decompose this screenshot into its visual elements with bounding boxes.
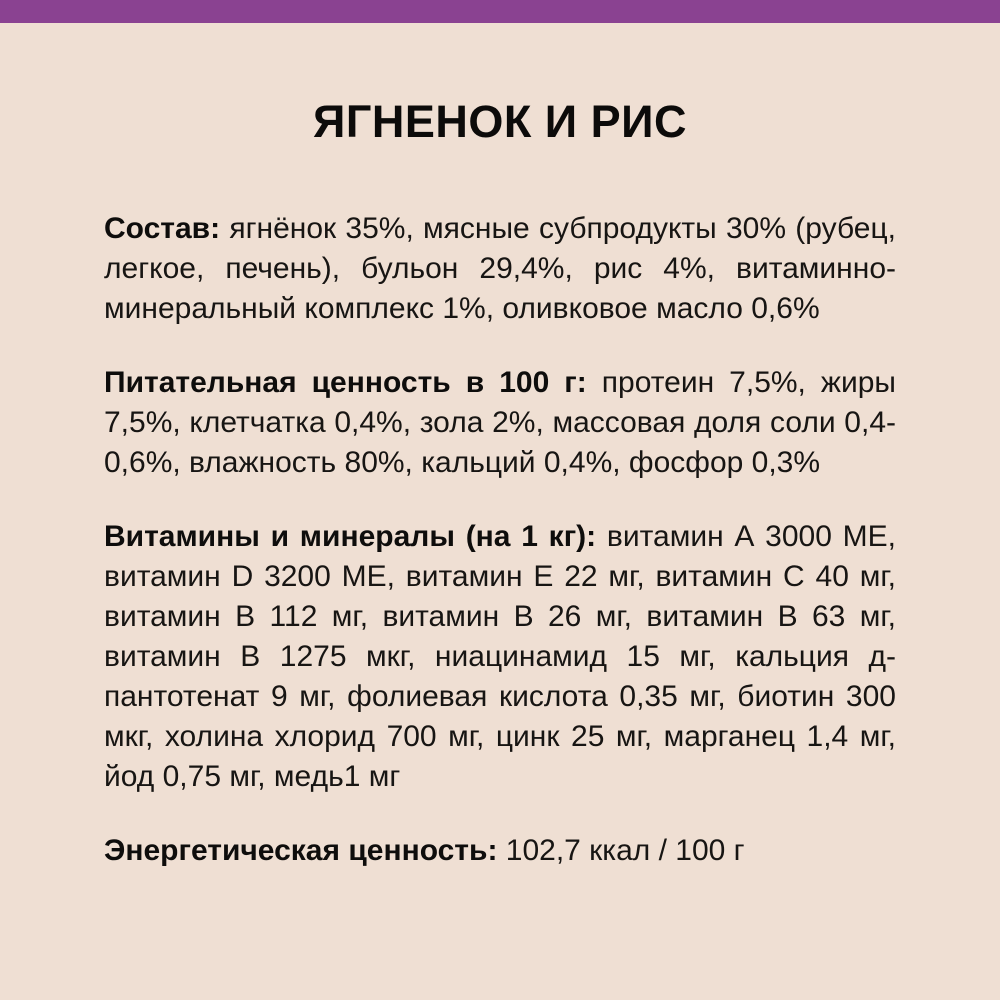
nutritional-value-paragraph: [104, 363, 896, 483]
energy-value-paragraph: [104, 831, 896, 871]
vitamins-minerals-label: Витамины и минералы (на 1 кг):: [104, 520, 597, 553]
energy-value-label: Энергетическая ценность:: [104, 834, 498, 867]
nutritional-value-text: протеин 7,5%, жиры 7,5%, клетчатка 0,4%, зола 2%, массовая доля соли 0,4-0,6%, влажность 80%, кальций 0,4%, фосфор 0,3%: [104, 366, 896, 479]
composition-text: ягнёнок 35%, мясные субпродукты 30% (рубец, легкое, печень), бульон 29,4%, рис 4%, витаминно-минеральный комплекс 1%, оливковое масло 0,6%: [104, 212, 896, 325]
energy-value-text: 102,7 ккал / 100 г: [497, 834, 745, 867]
nutrition-content: [0, 145, 1000, 871]
top-accent-bar: [0, 0, 1000, 23]
nutritional-value-label: Питательная ценность в 100 г:: [104, 366, 587, 399]
page-title: ЯГНЕНОК И РИС: [312, 96, 688, 147]
vitamins-minerals-text: витамин А 3000 МЕ, витамин D 3200 МЕ, витамин Е 22 мг, витамин С 40 мг, витамин В 112 мг, витамин В 26 мг, витамин В 63 мг, витамин В 1275 мкг, ниацинамид 15 мг, кальция д-пантотенат 9 мг, фолиевая кислота 0,35 мг, биотин 300 мкг, холина хлорид 700 мг, цинк 25 мг, марганец 1,4 мг, йод 0,75 мг, медь1 мг: [104, 520, 897, 793]
composition-label: Состав:: [104, 212, 221, 245]
vitamins-minerals-paragraph: [104, 517, 896, 797]
composition-paragraph: [104, 209, 896, 329]
